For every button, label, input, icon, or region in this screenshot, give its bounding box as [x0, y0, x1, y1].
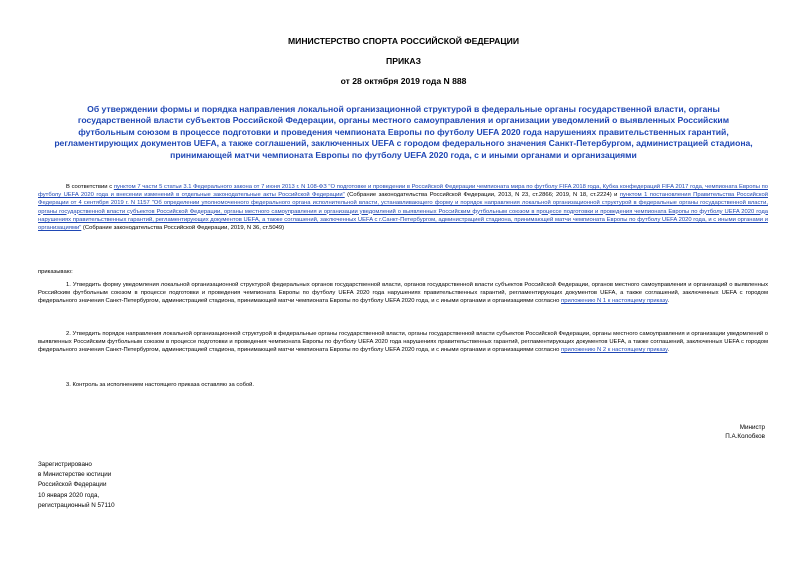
order-item-2-end: . — [667, 347, 670, 354]
law-link[interactable]: пунктом 7 части 5 статьи 3.1 Федерального закона от 7 июня 2013 г. N 108-ФЗ "О подготовке и проведении в Российской Федерации чемпионата мира по футболу FIFA 2018 года, Кубка конфедераций FIFA 2017 года, чемпионата Европы по футболу UEFA 2020 года и внесении изменений в отдельные законодательные акты Российской Федерации" — [38, 184, 768, 199]
registration-line-4: 10 января 2020 года, — [38, 491, 100, 499]
signature-name: П.А.Колобков — [725, 433, 765, 441]
order-item-1 — [38, 281, 768, 306]
document-type: ПРИКАЗ — [386, 56, 421, 66]
ministry-heading: МИНИСТЕРСТВО СПОРТА РОССИЙСКОЙ ФЕДЕРАЦИИ — [287, 36, 519, 46]
signature-position: Министр — [739, 424, 765, 431]
document-title — [52, 104, 755, 161]
document-title-text[interactable]: Об утверждении формы и порядка направления локальной организационной структурой в федеральные органы государственной власти, органы государственной власти субъектов Российской Федерации, органы местного самоуправления и организации уведомлений о выявленных Российским футбольным союзом в процессе подготовки и проведения чемпионата Европы по футболу UEFA 2020 года нарушениях правительственных гарантий, регламентирующих документов UEFA, а также соглашений, заключенных UEFA с городом федерального значения Санкт-Петербургом, администрацией стадиона, принимающей матчи чемпионата Европы по футболу UEFA 2020 года, с и иными органами и организациями — [54, 104, 753, 160]
order-item-1-text: 1. Утвердить форму уведомления локальной организационной структурой федеральных органов государственной власти, органов государственной власти субъектов Российской Федерации, органов местного самоуправления и организаций о выявленных Российским футбольным союзом в процессе подготовки и проведения чемпионата Европы по футболу UEFA 2020 года нарушениях правительственных гарантий, регламентирующих документов UEFA, а также соглашений, заключенных UEFA с городом федерального значения Санкт-Петербургом, администрацией стадиона, принимающей матчи чемпионата Европы по футболу UEFA 2020 года, и с иными органами и организациями согласно — [38, 282, 768, 305]
registration-line-5: регистрационный N 57110 — [38, 501, 115, 509]
registration-line-3: Российской Федерации — [38, 481, 107, 489]
preamble-text-2: (Собрание законодательства Российской Федерации, 2013, N 23, ст.2866; 2019, N 18, ст.2224) и — [344, 192, 620, 199]
order-item-1-end: . — [667, 298, 670, 305]
order-item-2 — [38, 330, 768, 355]
order-word: приказываю: — [38, 269, 73, 275]
registration-block — [38, 460, 115, 511]
registration-line-1: Зарегистрировано — [38, 461, 92, 468]
signature-block — [725, 423, 765, 442]
preamble-text-1: В соответствии с — [66, 184, 114, 190]
order-item-2-text: 2. Утвердить порядок направления локальной организационной структурой в федеральные органы государственной власти, органы государственной власти субъектов Российской Федерации, органы местного самоуправления и организации уведомлений о выявленных Российским футбольным союзом в процессе подготовки и проведения чемпионата Европы по футболу UEFA 2020 года нарушениях правительственных гарантий, регламентирующих документов UEFA, а также соглашений, заключенных UEFA с городом федерального значения Санкт-Петербургом, администрацией стадиона, принимающей матчи чемпионата Европы по футболу UEFA 2020 года, и с иными органами и организациями согласно — [38, 331, 768, 354]
appendix-2-link[interactable]: приложению N 2 к настоящему приказу — [561, 347, 668, 354]
document-date-number: от 28 октября 2019 года N 888 — [340, 76, 467, 86]
resolution-link[interactable]: пунктом 1 постановления Правительства Российской Федерации от 4 сентября 2019 г. N 1157 "Об определении уполномоченного федерального органа исполнительной власти, устанавливающего форму и порядок направления локальной организационной структурой в федеральные органы государственной власти, органы государственной власти субъектов Российской Федерации, органы местного самоуправления и организации уведомлений о выявленных Российским футбольным союзом в процессе подготовки и проведения чемпионата Европы по футболу UEFA 2020 года нарушениях правительственных гарантий, регламентирующих документов UEFA, а также соглашений, заключенных UEFA с г.Санкт-Петербургом, администрацией стадиона, принимающей матчи чемпионата Европы по футболу UEFA 2020 года, и с иными органами и организациями" — [38, 192, 768, 232]
preamble-text-3: (Собрание законодательства Российской Федерации, 2019, N 36, ст.5049) — [81, 225, 285, 232]
order-item-3: 3. Контроль за исполнением настоящего приказа оставляю за собой. — [66, 382, 255, 388]
appendix-1-link[interactable]: приложению N 1 к настоящему приказу — [561, 298, 668, 305]
registration-line-2: в Министерстве юстиции — [38, 471, 112, 479]
preamble-paragraph — [38, 183, 768, 232]
